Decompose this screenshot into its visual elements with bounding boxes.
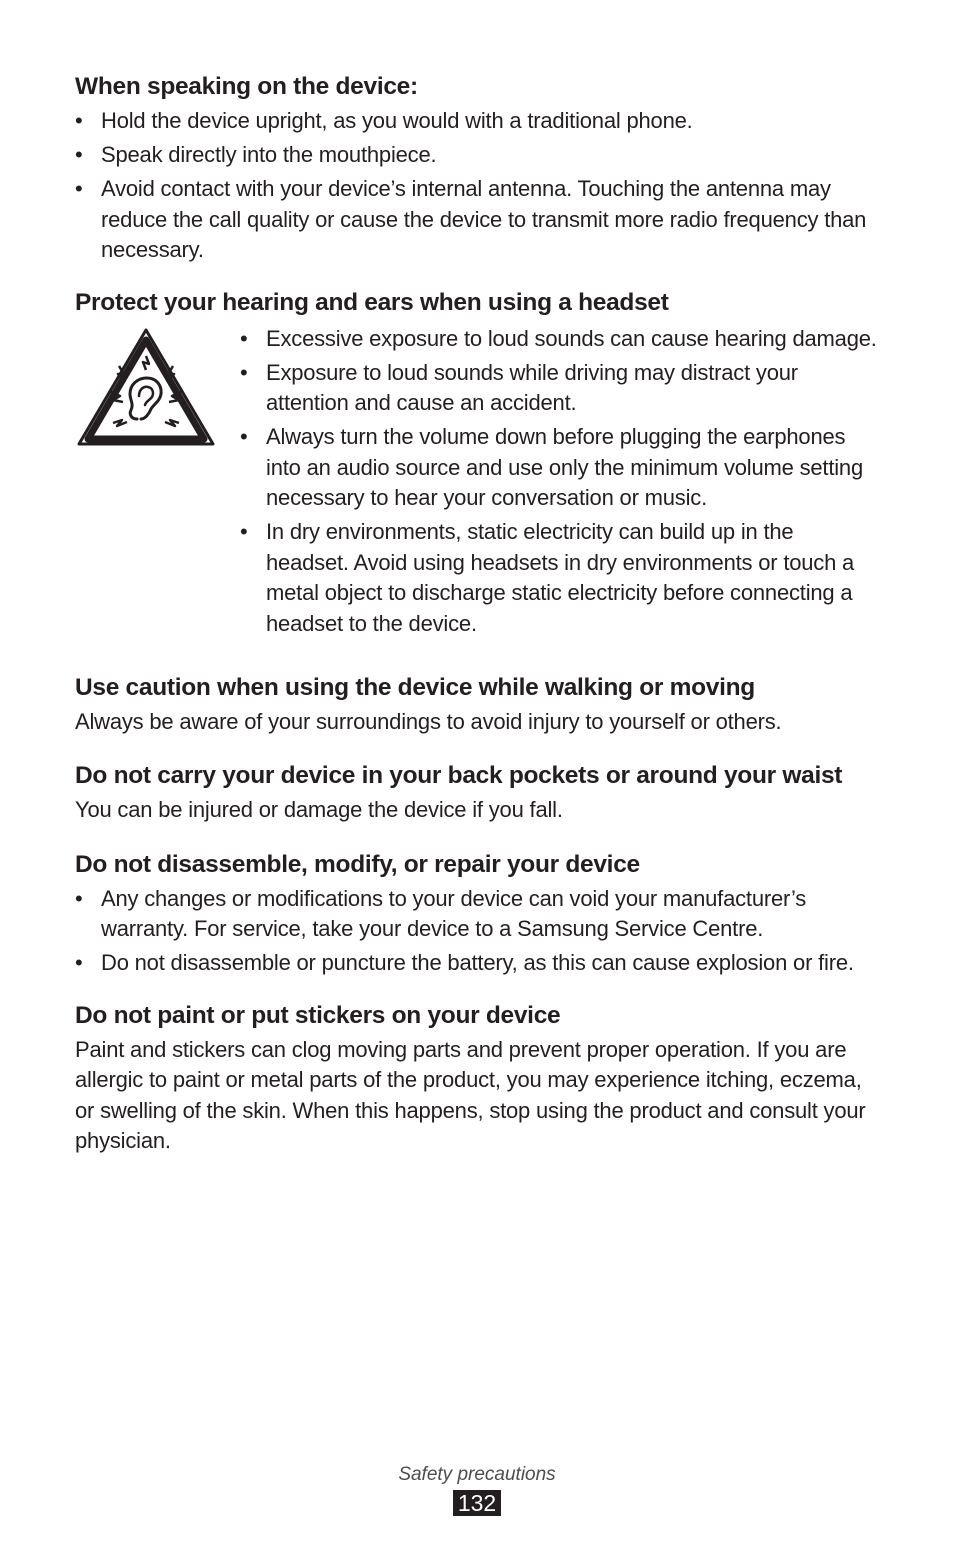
hearing-row: [75, 324, 880, 643]
section-paint: [75, 999, 880, 1157]
section-body: Always be aware of your surroundings to avoid injury to yourself or others.: [75, 708, 782, 734]
section-heading: Use caution when using the device while walking or moving: [75, 673, 755, 701]
page-number: 132: [453, 1490, 501, 1516]
list-item: • Excessive exposure to loud sounds can cause hearing damage.: [240, 324, 880, 355]
section-heading: Do not carry your device in your back pockets or around your waist: [75, 762, 843, 789]
section-heading: Do not disassemble, modify, or repair your device: [75, 850, 640, 878]
list-item: • Any changes or modifications to your device can void your manufacturer’s warranty. For service, take your device to a Samsung Service Centre.: [75, 884, 880, 945]
section-body: You can be injured or damage the device if you fall.: [75, 797, 563, 822]
section-body: Paint and stickers can clog moving parts and prevent proper operation. If you are allergic to paint or metal parts of the product, you may experience itching, eczema, or swelling of the skin. When this happens, stop using the product and consult your physician.: [75, 1036, 866, 1153]
section-walking: [75, 671, 880, 738]
section-speaking: [75, 70, 880, 266]
document-page: [75, 70, 880, 1175]
page-footer: [0, 1462, 954, 1516]
list-item: • Exposure to loud sounds while driving may distract your attention and cause an accident.: [240, 358, 880, 419]
list-item: • Do not disassemble or puncture the battery, as this can cause explosion or fire.: [75, 948, 880, 979]
bullet-list: [240, 324, 880, 643]
footer-title: Safety precautions: [398, 1464, 556, 1485]
bullet-list: [75, 884, 880, 979]
list-item: • Always turn the volume down before plugging the earphones into an audio source and use only the minimum volume setting necessary to hear your conversation or music.: [240, 422, 880, 514]
section-hearing: [75, 286, 880, 643]
bullet-list: [75, 106, 880, 266]
hearing-damage-warning-icon: [75, 326, 217, 448]
list-item: • Avoid contact with your device’s internal antenna. Touching the antenna may reduce the call quality or cause the device to transmit more radio frequency than necessary.: [75, 174, 880, 266]
list-item: • In dry environments, static electricity can build up in the headset. Avoid using headsets in dry environments or touch a metal object to discharge static electricity before connecting a headset to the device.: [240, 517, 880, 639]
section-disassemble: [75, 848, 880, 979]
section-heading: Do not paint or put stickers on your device: [75, 1001, 561, 1029]
list-item: • Hold the device upright, as you would with a traditional phone.: [75, 106, 880, 137]
list-item: • Speak directly into the mouthpiece.: [75, 140, 880, 171]
section-pockets: [75, 759, 880, 826]
section-heading: Protect your hearing and ears when using a headset: [75, 288, 669, 316]
section-heading: When speaking on the device:: [75, 73, 418, 100]
